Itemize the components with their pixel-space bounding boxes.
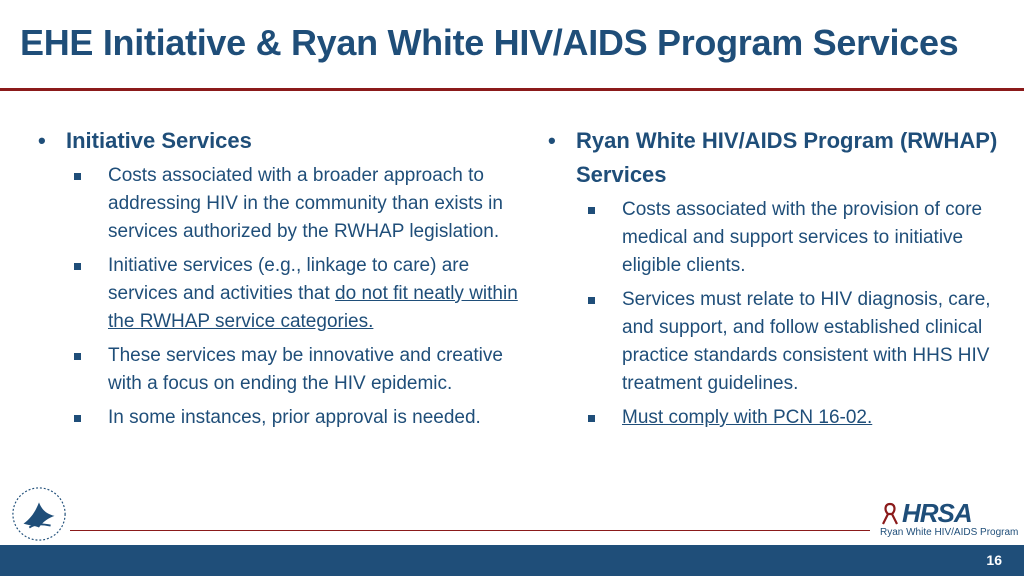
slide-title: EHE Initiative & Ryan White HIV/AIDS Program Services [20,22,959,63]
list-item [38,252,528,336]
title-divider [0,88,1024,91]
pcn-link[interactable]: Must comply with PCN 16-02. [622,407,873,428]
hhs-seal-icon [10,485,68,543]
item-text-underlined: do not fit neatly within the RWHAP service categories. [108,283,518,332]
list-item [548,404,998,432]
footer-divider [70,530,870,531]
rwhap-services-column [548,124,998,438]
item-text: These services may be innovative and creative with a focus on ending the HIV epidemic. [108,345,503,394]
square-bullet-icon [74,353,81,360]
bullet-icon: • [38,128,46,153]
heading-text: Ryan White HIV/AIDS Program (RWHAP) Services [576,128,998,187]
list-item [548,196,998,280]
rwhap-services-list [548,196,998,432]
initiative-services-heading [38,124,528,158]
hrsa-wordmark: HRSA [902,498,972,528]
heading-text: Initiative Services [66,128,252,153]
square-bullet-icon [74,263,81,270]
square-bullet-icon [588,297,595,304]
list-item [38,342,528,398]
initiative-services-list [38,162,528,432]
square-bullet-icon [588,415,595,422]
rwhap-services-heading [548,124,998,192]
list-item [38,162,528,246]
list-item [38,404,528,432]
item-text: In some instances, prior approval is needed. [108,407,481,428]
footer-bar [0,545,1024,576]
item-text: Services must relate to HIV diagnosis, care, and support, and follow established clinical practice standards consistent with HHS HIV treatment guidelines. [622,289,991,394]
item-text: Initiative services (e.g., linkage to care) are services and activities that [108,255,470,304]
hrsa-ribbon-icon [880,502,900,526]
list-item [548,286,998,398]
page-number: 16 [986,552,1002,568]
hrsa-subtitle: Ryan White HIV/AIDS Program [880,527,1019,538]
square-bullet-icon [74,415,81,422]
square-bullet-icon [74,173,81,180]
item-text: Costs associated with the provision of core medical and support services to initiative eligible clients. [622,199,983,276]
hrsa-logo [880,498,1019,542]
bullet-icon: • [548,128,556,153]
item-text: Costs associated with a broader approach to addressing HIV in the community than exists in services authorized by the RWHAP legislation. [108,165,503,242]
initiative-services-column [38,124,528,438]
square-bullet-icon [588,207,595,214]
